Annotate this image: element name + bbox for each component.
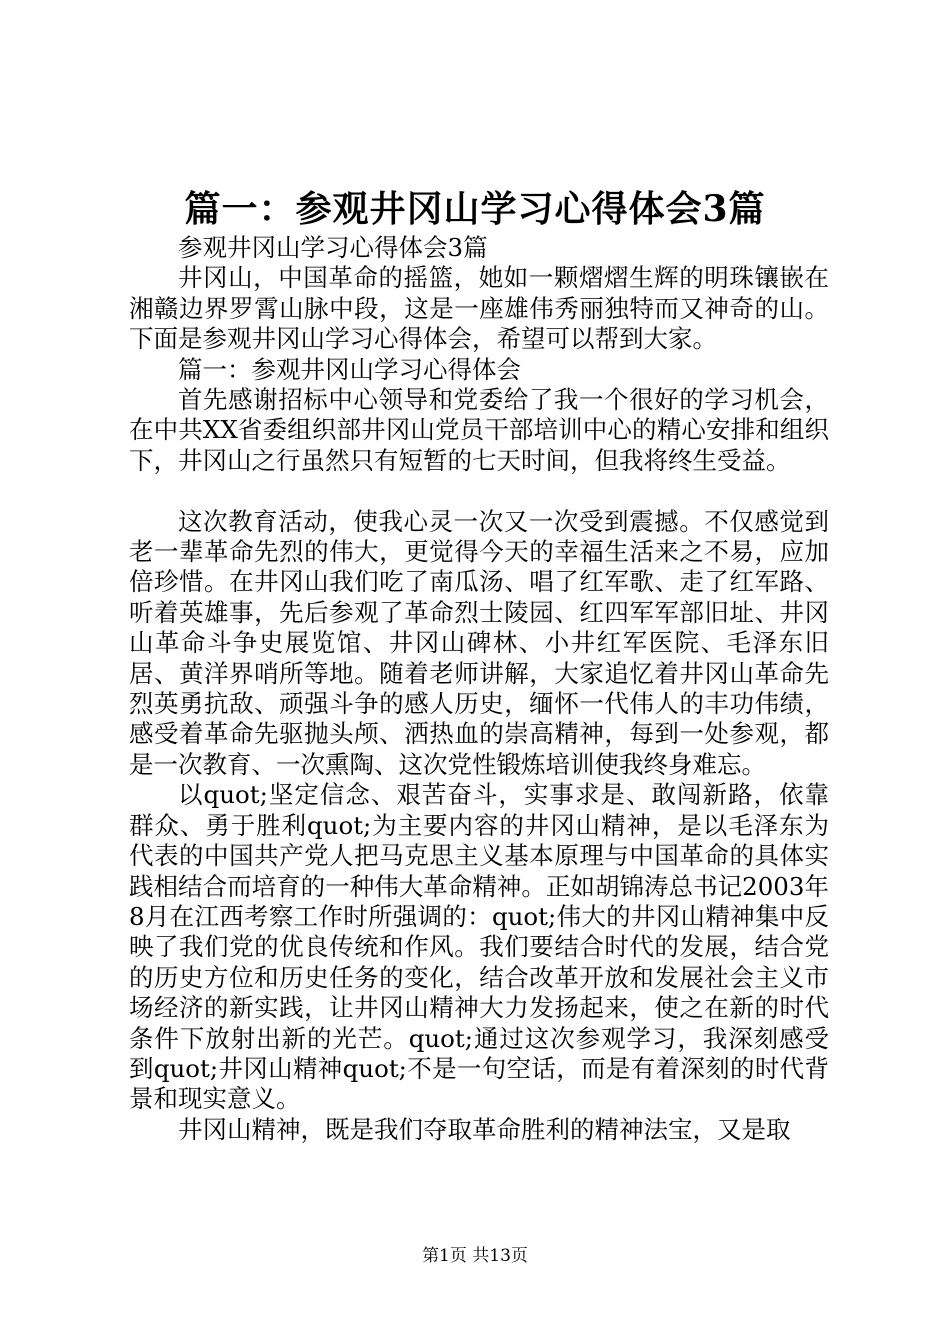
document-body [129,233,829,1145]
paragraph: 首先感谢招标中心领导和党委给了我一个很好的学习机会，在中共XX省委组织部井冈山党员干部培训中心的精心安排和组织下，井冈山之行虽然只有短暂的七天时间，但我将终生受益。 [129,385,829,475]
paragraph: 以quot;坚定信念、艰苦奋斗，实事求是、敢闯新路，依靠群众、勇于胜利quot;为主要内容的井冈山精神，是以毛泽东为代表的中国共产党人把马克思主义基本原理与中国革命的具体实践相结合而培育的一种伟大革命精神。正如胡锦涛总书记2003年8月在江西考察工作时所强调的：quot;伟大的井冈山精神集中反映了我们党的优良传统和作风。我们要结合时代的发展，结合党的历史方位和历史任务的变化，结合改革开放和发展社会主义市场经济的新实践，让井冈山精神大力发扬起来，使之在新的时代条件下放射出新的光芒。quot;通过这次参观学习，我深刻感受到quot;井冈山精神quot;不是一句空话，而是有着深刻的时代背景和现实意义。 [129,780,829,1114]
paragraph: 这次教育活动，使我心灵一次又一次受到震撼。不仅感觉到老一辈革命先烈的伟大，更觉得今天的幸福生活来之不易，应加倍珍惜。在井冈山我们吃了南瓜汤、唱了红军歌、走了红军路、听着英雄事，先后参观了革命烈士陵园、红四军军部旧址、井冈山革命斗争史展览馆、井冈山碑林、小井红军医院、毛泽东旧居、黄洋界哨所等地。随着老师讲解，大家追忆着井冈山革命先烈英勇抗敌、顽强斗争的感人历史，缅怀一代伟人的丰功伟绩，感受着革命先驱抛头颅、洒热血的崇高精神，每到一处参观，都是一次教育、一次熏陶、这次党性锻炼培训使我终身难忘。 [129,506,829,779]
document-title: 篇一：参观井冈山学习心得体会3篇 [184,188,766,230]
paragraph-subtitle: 参观井冈山学习心得体会3篇 [178,233,488,262]
paragraph-section-heading: 篇一：参观井冈山学习心得体会 [178,354,521,384]
page-footer: 第1页 共13页 [422,1246,528,1266]
paragraph: 井冈山精神，既是我们夺取革命胜利的精神法宝，又是取 [178,1114,791,1144]
paragraph-intro: 井冈山，中国革命的摇篮，她如一颗熠熠生辉的明珠镶嵌在湘赣边界罗霄山脉中段，这是一座雄伟秀丽独特而又神奇的山。下面是参观井冈山学习心得体会，希望可以帮到大家。 [129,263,829,354]
